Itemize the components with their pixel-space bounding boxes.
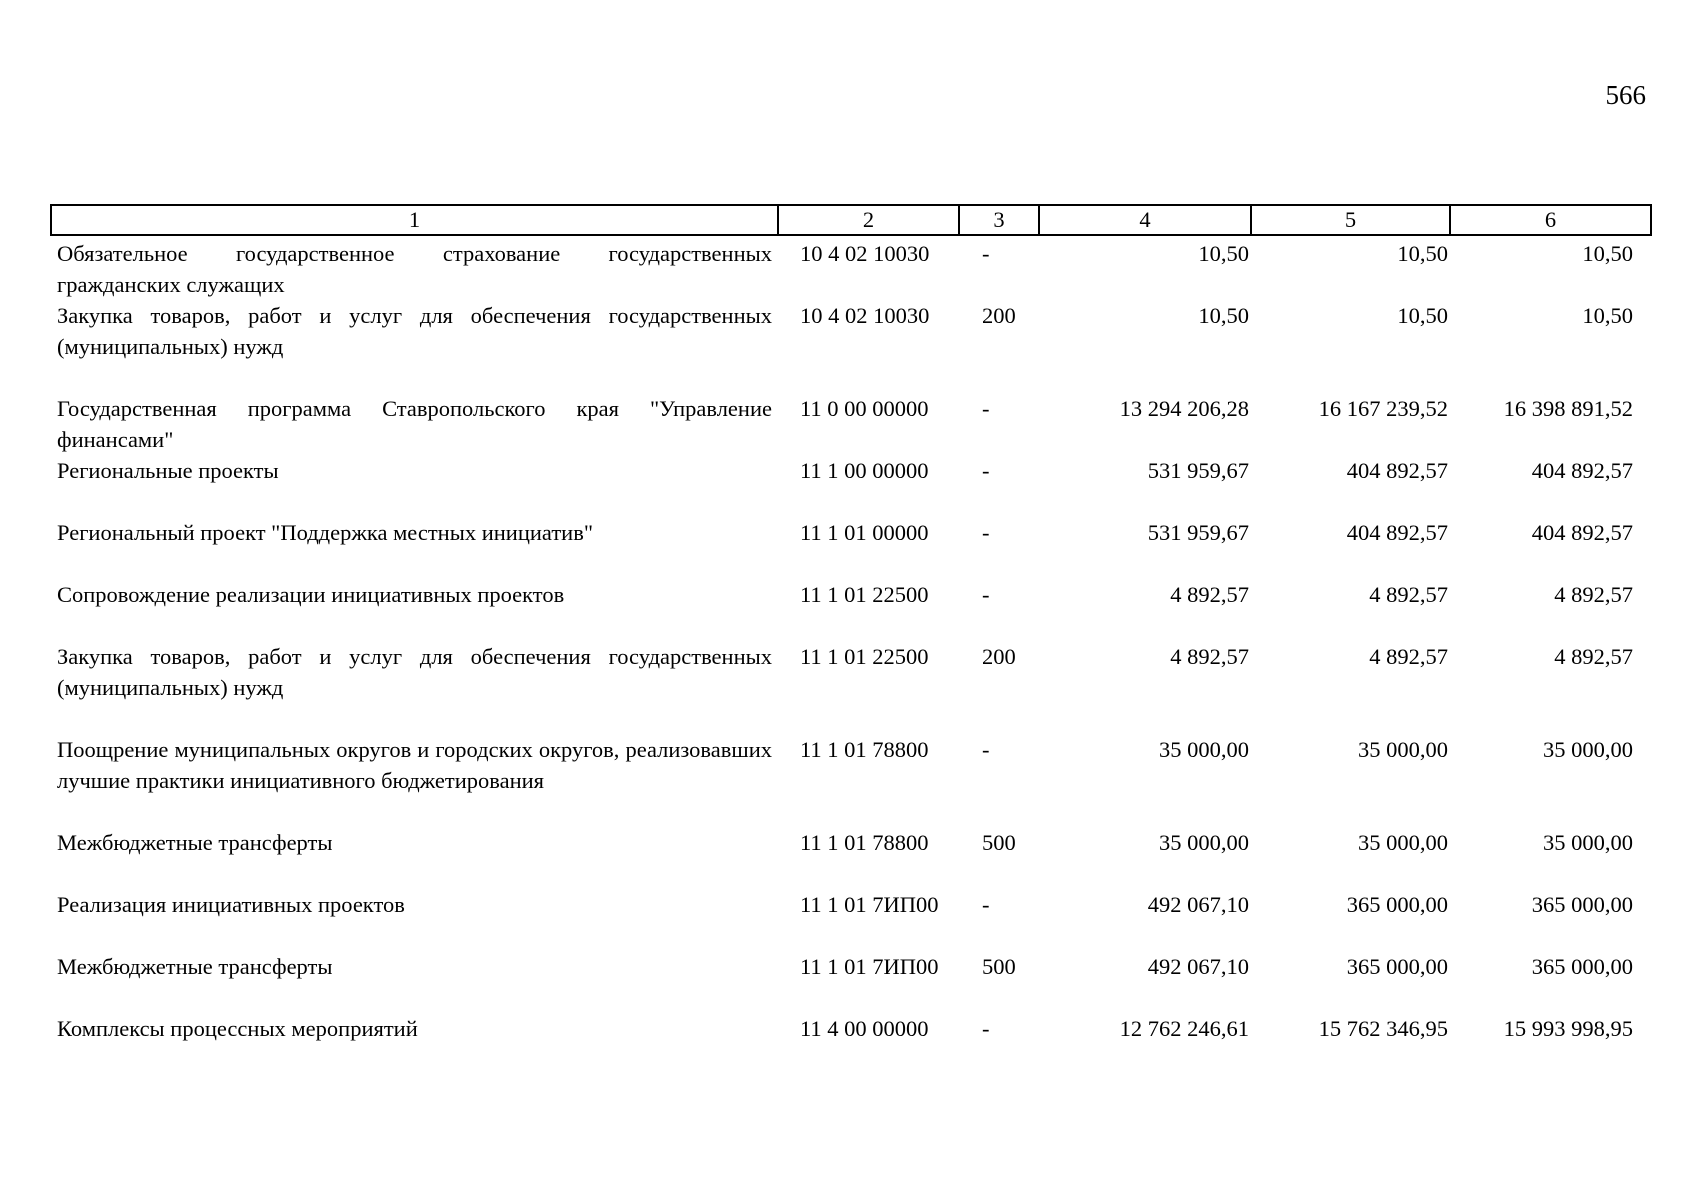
expense-type-code: - <box>982 1016 990 1041</box>
expense-type-code: - <box>982 458 990 483</box>
item-name: Поощрение муниципальных округов и городских округов, реализовавших лучшие практики инициативного бюджетирования <box>57 737 772 793</box>
amount-col4: 10,50 <box>1198 241 1249 266</box>
target-article-code: 11 1 01 22500 <box>800 582 929 607</box>
amount-col6: 365 000,00 <box>1531 954 1633 979</box>
expense-type-code: - <box>982 737 990 762</box>
column-header: 6 <box>1450 205 1651 235</box>
amount-col4: 4 892,57 <box>1170 582 1249 607</box>
amount-col5: 15 762 346,95 <box>1318 1016 1448 1041</box>
table-row <box>51 1013 1651 1075</box>
target-article-code: 11 1 01 78800 <box>800 830 929 855</box>
table-row <box>51 455 1651 517</box>
expense-type-code: - <box>982 396 990 421</box>
amount-col4: 531 959,67 <box>1147 520 1249 545</box>
item-name: Закупка товаров, работ и услуг для обеспечения государственных (муниципальных) нужд <box>57 303 772 359</box>
amount-col6: 404 892,57 <box>1531 520 1633 545</box>
amount-col5: 404 892,57 <box>1346 520 1448 545</box>
expense-type-code: 500 <box>982 830 1016 855</box>
target-article-code: 11 1 00 00000 <box>800 458 929 483</box>
amount-col6: 4 892,57 <box>1554 644 1633 669</box>
amount-col5: 365 000,00 <box>1346 892 1448 917</box>
amount-col6: 10,50 <box>1582 241 1633 266</box>
amount-col5: 404 892,57 <box>1346 458 1448 483</box>
table-row <box>51 300 1651 393</box>
amount-col4: 13 294 206,28 <box>1119 396 1249 421</box>
column-header: 1 <box>51 205 778 235</box>
amount-col6: 365 000,00 <box>1531 892 1633 917</box>
amount-col6: 10,50 <box>1582 303 1633 328</box>
amount-col6: 35 000,00 <box>1543 830 1633 855</box>
expense-type-code: - <box>982 892 990 917</box>
amount-col4: 10,50 <box>1198 303 1249 328</box>
column-header: 3 <box>959 205 1039 235</box>
amount-col6: 4 892,57 <box>1554 582 1633 607</box>
column-header: 2 <box>778 205 959 235</box>
target-article-code: 11 4 00 00000 <box>800 1016 929 1041</box>
target-article-code: 11 0 00 00000 <box>800 396 929 421</box>
table-row <box>51 827 1651 889</box>
column-header: 5 <box>1251 205 1450 235</box>
target-article-code: 11 1 01 22500 <box>800 644 929 669</box>
table-header-row <box>51 205 1651 235</box>
amount-col5: 10,50 <box>1397 241 1448 266</box>
table-row <box>51 889 1651 951</box>
target-article-code: 11 1 01 7ИП00 <box>800 954 939 979</box>
amount-col5: 4 892,57 <box>1369 644 1448 669</box>
item-name: Региональный проект "Поддержка местных инициатив" <box>57 520 594 545</box>
table-row <box>51 579 1651 641</box>
amount-col4: 35 000,00 <box>1159 830 1249 855</box>
amount-col4: 492 067,10 <box>1147 954 1249 979</box>
amount-col5: 10,50 <box>1397 303 1448 328</box>
item-name: Обязательное государственное страхование государственных гражданских служащих <box>57 241 772 297</box>
amount-col5: 4 892,57 <box>1369 582 1448 607</box>
expense-type-code: 500 <box>982 954 1016 979</box>
item-name: Комплексы процессных мероприятий <box>57 1016 418 1041</box>
expense-type-code: - <box>982 582 990 607</box>
table-row <box>51 641 1651 734</box>
target-article-code: 11 1 01 78800 <box>800 737 929 762</box>
budget-table <box>50 204 1652 1075</box>
page-number: 566 <box>1605 80 1646 110</box>
expense-type-code: 200 <box>982 303 1016 328</box>
amount-col6: 15 993 998,95 <box>1503 1016 1633 1041</box>
amount-col5: 35 000,00 <box>1358 737 1448 762</box>
target-article-code: 11 1 01 7ИП00 <box>800 892 939 917</box>
item-name: Межбюджетные трансферты <box>57 954 333 979</box>
amount-col5: 35 000,00 <box>1358 830 1448 855</box>
target-article-code: 10 4 02 10030 <box>800 241 930 266</box>
amount-col5: 16 167 239,52 <box>1318 396 1448 421</box>
item-name: Реализация инициативных проектов <box>57 892 405 917</box>
expense-type-code: 200 <box>982 644 1016 669</box>
table-row <box>51 951 1651 1013</box>
expense-type-code: - <box>982 241 990 266</box>
item-name: Государственная программа Ставропольского края "Управление финансами" <box>57 396 772 452</box>
table-row <box>51 734 1651 827</box>
amount-col6: 16 398 891,52 <box>1503 396 1633 421</box>
target-article-code: 11 1 01 00000 <box>800 520 929 545</box>
table-row <box>51 235 1651 300</box>
amount-col4: 492 067,10 <box>1147 892 1249 917</box>
amount-col4: 4 892,57 <box>1170 644 1249 669</box>
amount-col4: 531 959,67 <box>1147 458 1249 483</box>
expense-type-code: - <box>982 520 990 545</box>
amount-col6: 404 892,57 <box>1531 458 1633 483</box>
amount-col6: 35 000,00 <box>1543 737 1633 762</box>
amount-col5: 365 000,00 <box>1346 954 1448 979</box>
item-name: Сопровождение реализации инициативных проектов <box>57 582 565 607</box>
table-row <box>51 517 1651 579</box>
item-name: Закупка товаров, работ и услуг для обеспечения государственных (муниципальных) нужд <box>57 644 772 700</box>
item-name: Межбюджетные трансферты <box>57 830 333 855</box>
amount-col4: 35 000,00 <box>1159 737 1249 762</box>
target-article-code: 10 4 02 10030 <box>800 303 930 328</box>
column-header: 4 <box>1039 205 1251 235</box>
table-row <box>51 393 1651 455</box>
amount-col4: 12 762 246,61 <box>1119 1016 1249 1041</box>
item-name: Региональные проекты <box>57 458 279 483</box>
